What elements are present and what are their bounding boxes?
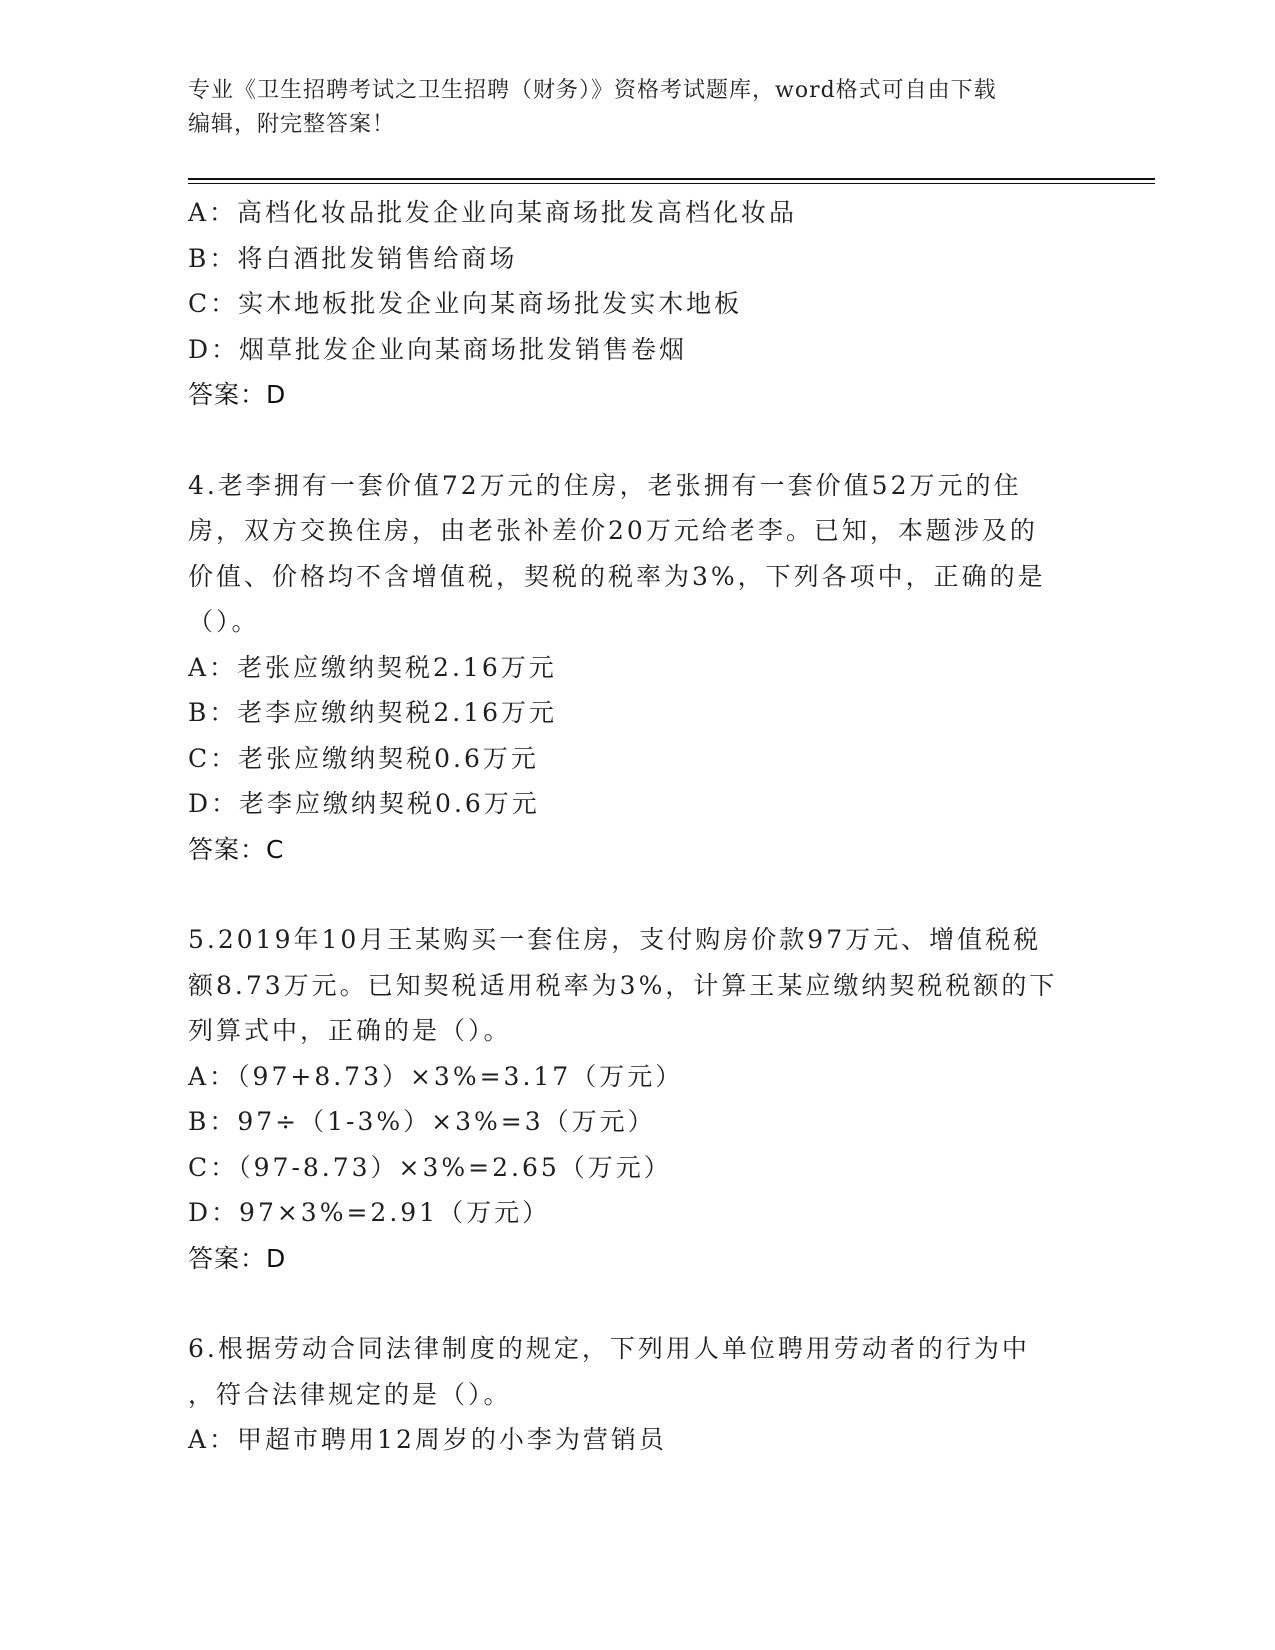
- question-stem-line: 6.根据劳动合同法律制度的规定，下列用人单位聘用劳动者的行为中: [188, 1334, 1030, 1363]
- question-stem-line: 列算式中，正确的是（）。: [188, 1016, 512, 1045]
- spacer: [188, 418, 1088, 463]
- question-stem-line: 额8.73万元。已知契税适用税率为3%，计算王某应缴纳契税税额的下: [188, 970, 1058, 1000]
- question-stem-line: ，符合法律规定的是（）。: [188, 1379, 512, 1409]
- header-divider-thick: [188, 178, 1155, 180]
- question-stem-line: 4.老李拥有一套价值72万元的住房，老张拥有一套价值52万元的住: [188, 470, 1022, 500]
- question-stem-line: 房，双方交换住房，由老张补差价20万元给老李。已知，本题涉及的: [188, 516, 1038, 545]
- header-line-1: 专业《卫生招聘考试之卫生招聘（财务）》资格考试题库，word格式可自由下载: [188, 78, 997, 103]
- option-c: C：实木地板批发企业向某商场批发实木地板: [188, 289, 743, 318]
- option-a: A：老张应缴纳契税2.16万元: [188, 652, 557, 682]
- question-6: [188, 1326, 1088, 1463]
- option-a: A：（97+8.73）×3%=3.17（万元）: [188, 1061, 684, 1091]
- option-b: B：97÷（1-3%）×3%=3（万元）: [188, 1107, 656, 1136]
- question-3: [188, 190, 1088, 418]
- option-a: A：甲超市聘用12周岁的小李为营销员: [188, 1425, 667, 1454]
- question-stem-line: 5.2019年10月王某购买一套住房，支付购房价款97万元、增值税税: [188, 925, 1042, 954]
- question-5: [188, 917, 1088, 1281]
- option-b: B：将白酒批发销售给商场: [188, 243, 518, 273]
- answer: 答案：D: [188, 380, 287, 409]
- document-header: [188, 74, 1088, 142]
- question-stem-line: 价值、价格均不含增值税，契税的税率为3%，下列各项中，正确的是: [188, 561, 1046, 591]
- option-a: A：高档化妆品批发企业向某商场批发高档化妆品: [188, 198, 798, 227]
- question-4: [188, 463, 1088, 873]
- header-line-2: 编辑，附完整答案！: [188, 112, 396, 137]
- question-list: [188, 190, 1088, 1463]
- question-stem-line: （）。: [188, 607, 260, 636]
- header-divider-thin: [188, 183, 1155, 184]
- answer: 答案：D: [188, 1243, 287, 1273]
- answer: 答案：C: [188, 834, 285, 864]
- option-d: D：97×3%=2.91（万元）: [188, 1198, 551, 1227]
- option-b: B：老李应缴纳契税2.16万元: [188, 698, 558, 727]
- option-d: D：老李应缴纳契税0.6万元: [188, 789, 540, 818]
- spacer: [188, 1281, 1088, 1326]
- option-d: D：烟草批发企业向某商场批发销售卷烟: [188, 334, 688, 364]
- spacer: [188, 872, 1088, 917]
- option-c: C：（97-8.73）×3%=2.65（万元）: [188, 1152, 672, 1182]
- option-c: C：老张应缴纳契税0.6万元: [188, 743, 539, 773]
